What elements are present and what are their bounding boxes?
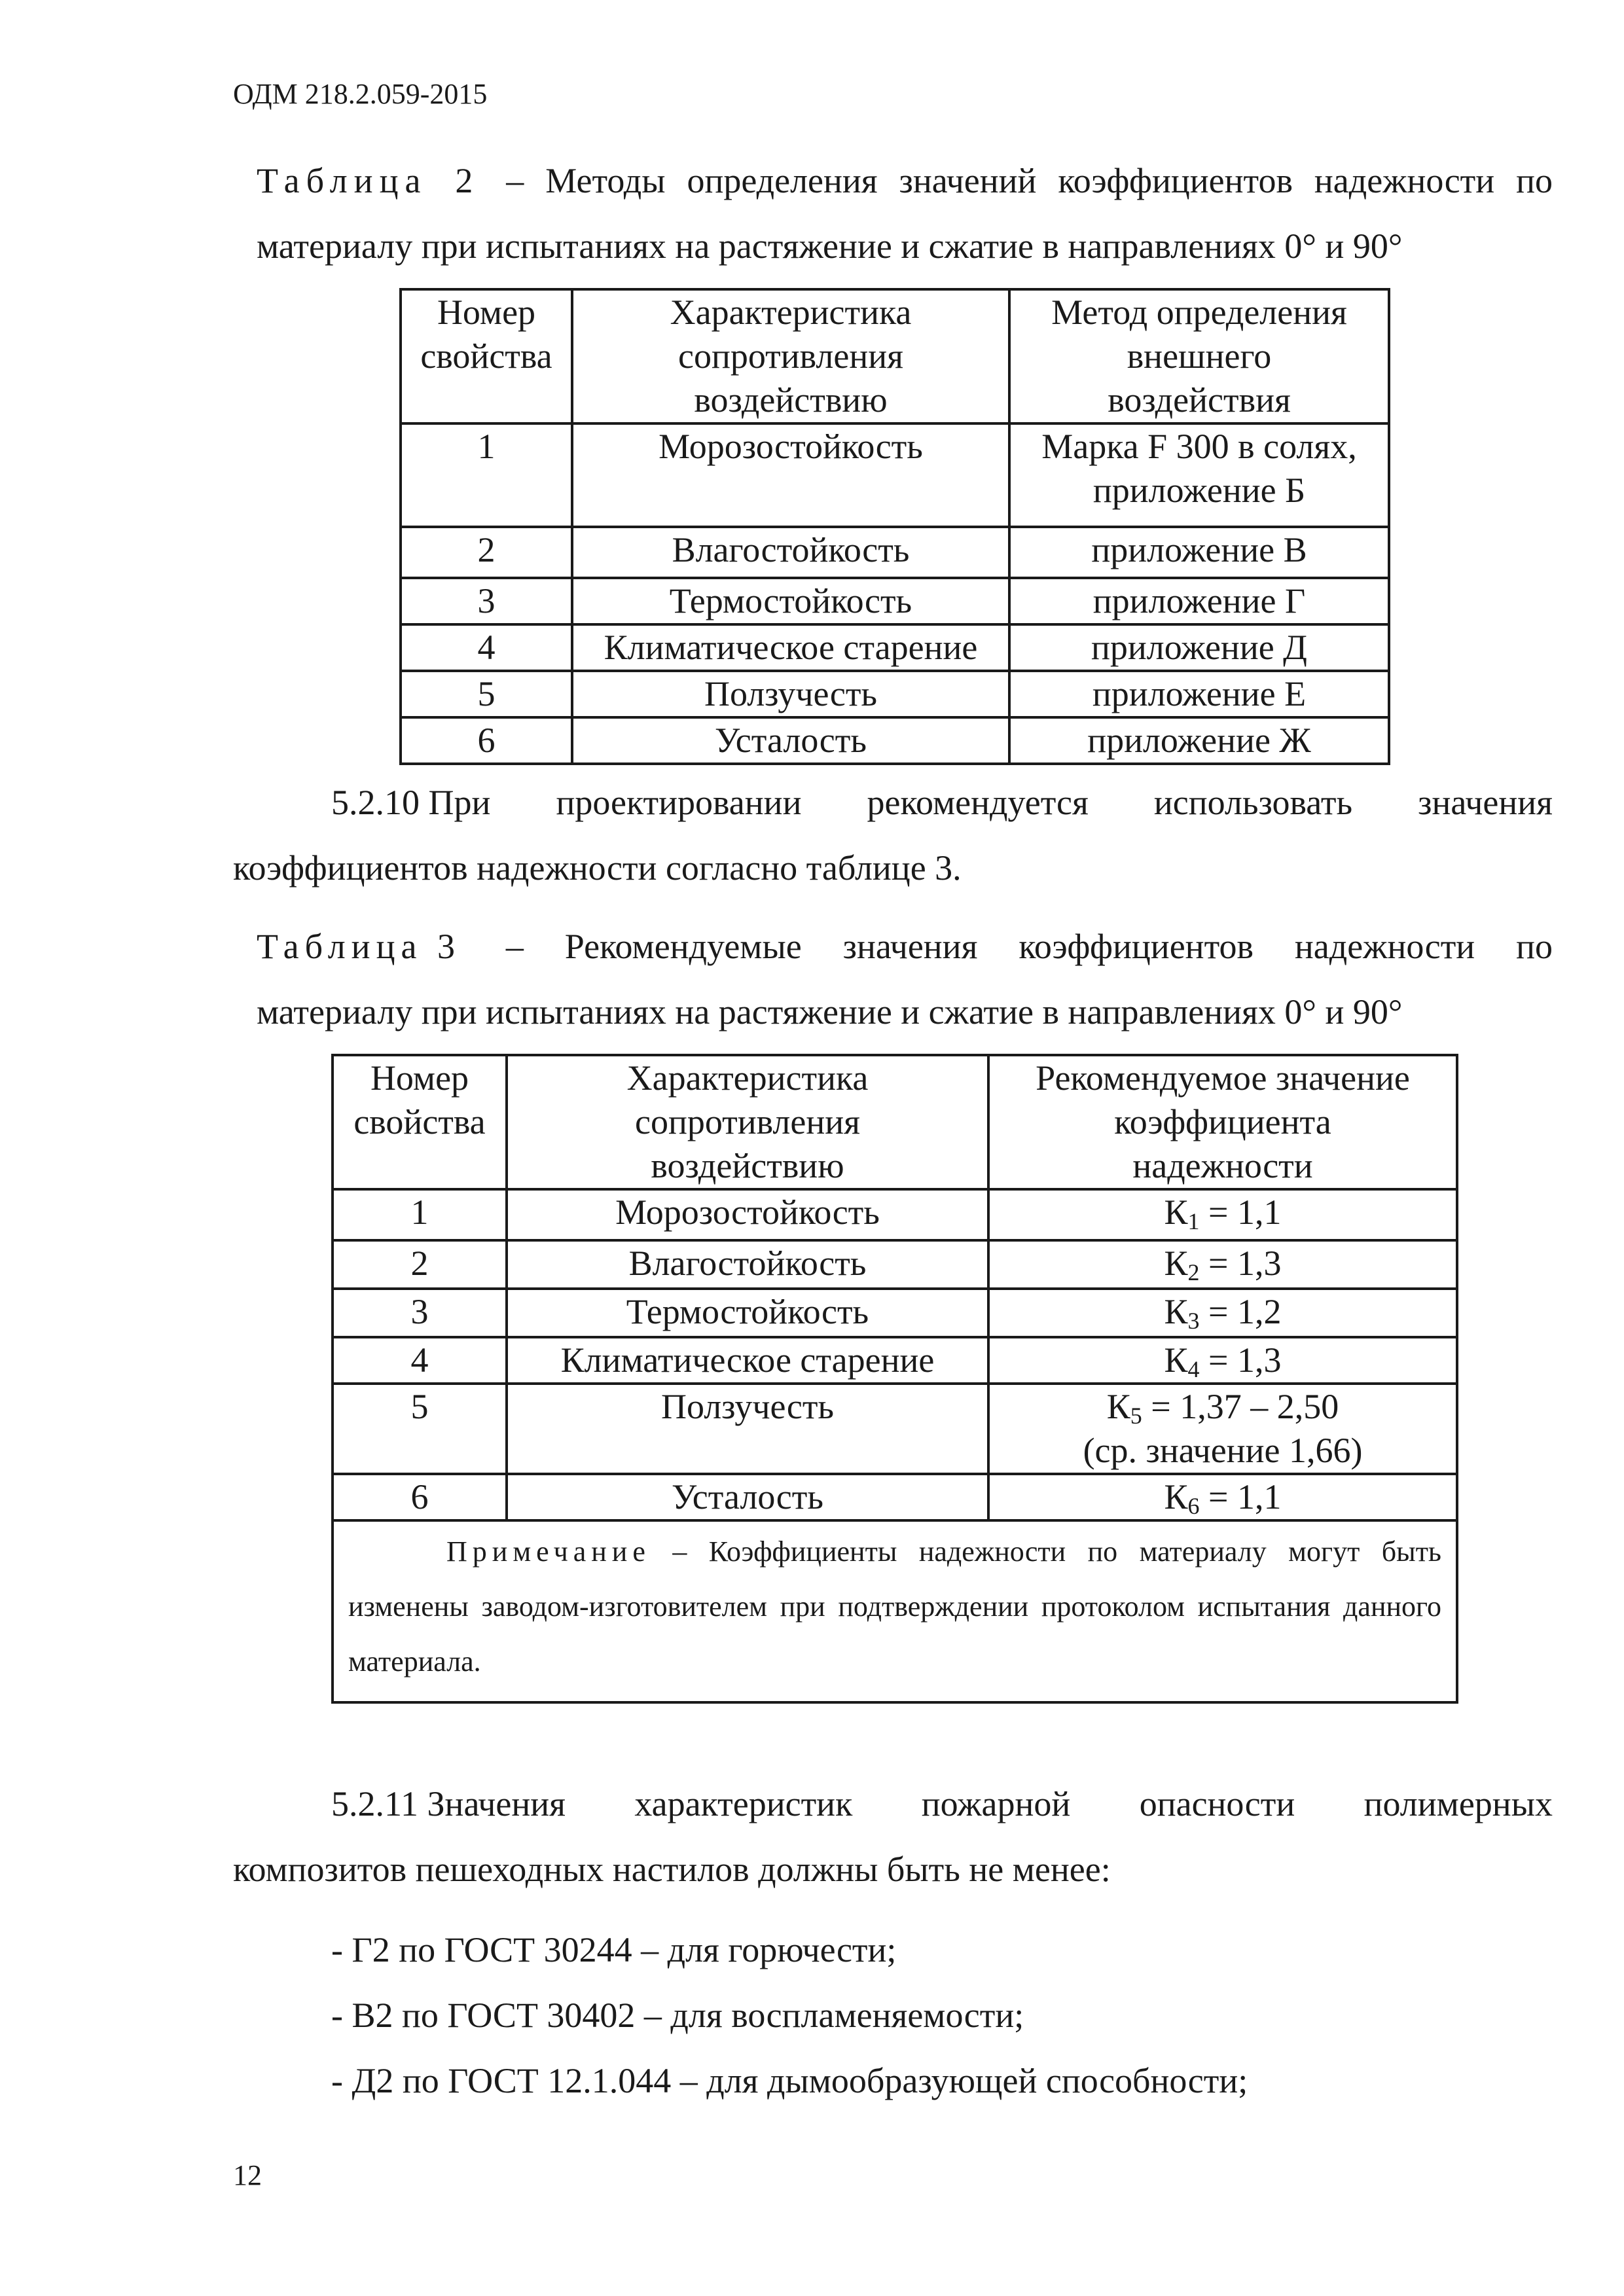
row-num: 5 xyxy=(401,671,572,717)
table3 xyxy=(331,1054,1458,1704)
note-text: – Коэффициенты надежности по материалу могут быть изменены заводом-изготовителем при подтверждении протоколом испытания данного материала. xyxy=(348,1535,1441,1677)
row-property: Влагостойкость xyxy=(572,527,1009,578)
row-method: приложение Ж xyxy=(1009,717,1389,764)
row-property: Ползучесть xyxy=(507,1384,988,1474)
row-property: Климатическое старение xyxy=(507,1337,988,1384)
table3-note xyxy=(333,1520,1457,1702)
row-num: 6 xyxy=(333,1474,507,1520)
row-property: Морозостойкость xyxy=(572,423,1009,527)
table3-header-property: Характеристика сопротивления воздействию xyxy=(507,1055,988,1189)
row-num: 4 xyxy=(401,624,572,671)
table3-header-num: Номер свойства xyxy=(333,1055,507,1189)
table-row xyxy=(333,1474,1457,1520)
paragraph-5-2-11 xyxy=(233,1771,1553,1902)
row-num: 5 xyxy=(333,1384,507,1474)
table2-header-property: Характеристика сопротивления воздействию xyxy=(572,289,1009,423)
row-coefficient: $К_4 = 1,3$ xyxy=(988,1337,1457,1384)
table3-caption xyxy=(257,914,1553,1045)
row-property: Усталость xyxy=(572,717,1009,764)
row-property: Усталость xyxy=(507,1474,988,1520)
table2-caption-word: Таблица 2 xyxy=(257,161,480,200)
table2 xyxy=(399,288,1390,765)
row-coefficient: $К_3 = 1,2$ xyxy=(988,1289,1457,1337)
row-property: Климатическое старение xyxy=(572,624,1009,671)
table2-caption-line1 xyxy=(257,148,1553,213)
row-property: Термостойкость xyxy=(572,578,1009,624)
table3-caption-line1: Таблица 3 – Рекомендуемые значения коэффициентов надежности по xyxy=(257,914,1553,979)
table2-caption-line2: материалу при испытаниях на растяжение и сжатие в направлениях 0° и 90° xyxy=(257,226,1403,266)
row-method: приложение В xyxy=(1009,527,1389,578)
table3-header-value: Рекомендуемое значение коэффициента надежности xyxy=(988,1055,1457,1189)
table-row xyxy=(333,1337,1457,1384)
table2-caption-rest: – Методы определения значений коэффициентов надежности по xyxy=(484,161,1553,200)
row-method: приложение Д xyxy=(1009,624,1389,671)
row-coefficient: $К_2 = 1,3$ xyxy=(988,1240,1457,1289)
document-code-header: ОДМ 218.2.059-2015 xyxy=(233,78,488,110)
table-row xyxy=(401,527,1389,578)
row-property: Влагостойкость xyxy=(507,1240,988,1289)
row-num: 1 xyxy=(333,1189,507,1240)
row-method: приложение Е xyxy=(1009,671,1389,717)
row-num: 3 xyxy=(333,1289,507,1337)
paragraph-5-2-11-line1: 5.2.11 Значения характеристик пожарной опасности полимерных xyxy=(331,1784,1553,1823)
table3-header-row xyxy=(333,1055,1457,1189)
table-row xyxy=(401,671,1389,717)
page-number: 12 xyxy=(233,2159,262,2191)
list-item: - Д2 по ГОСТ 12.1.044 – для дымообразующей способности; xyxy=(331,2061,1248,2100)
row-num: 4 xyxy=(333,1337,507,1384)
row-num: 2 xyxy=(333,1240,507,1289)
list-item: - Г2 по ГОСТ 30244 – для горючести; xyxy=(331,1930,897,1969)
table3-caption-word: Таблица 3 xyxy=(257,927,461,966)
table-row xyxy=(401,624,1389,671)
table3-note-row xyxy=(333,1520,1457,1702)
row-method: приложение Г xyxy=(1009,578,1389,624)
row-num: 6 xyxy=(401,717,572,764)
table2-header-row xyxy=(401,289,1389,423)
row-num: 1 xyxy=(401,423,572,527)
paragraph-5-2-11-line2: композитов пешеходных настилов должны быть не менее: xyxy=(233,1850,1111,1889)
table2-caption xyxy=(257,148,1553,279)
row-coefficient: $К_1 = 1,1$ xyxy=(988,1189,1457,1240)
table-row xyxy=(401,423,1389,527)
table2-header-method: Метод определения внешнего воздействия xyxy=(1009,289,1389,423)
table-row xyxy=(333,1384,1457,1474)
row-num: 3 xyxy=(401,578,572,624)
table3-caption-line2: материалу при испытаниях на растяжение и сжатие в направлениях 0° и 90° xyxy=(257,992,1403,1031)
row-property: Морозостойкость xyxy=(507,1189,988,1240)
table-row xyxy=(333,1289,1457,1337)
row-num: 2 xyxy=(401,527,572,578)
table-row xyxy=(401,578,1389,624)
row-coefficient: $К_6 = 1,1$ xyxy=(988,1474,1457,1520)
row-property: Ползучесть xyxy=(572,671,1009,717)
note-label: Примечание xyxy=(446,1535,651,1568)
table-row xyxy=(333,1240,1457,1289)
row-method: Марка F 300 в солях, приложение Б xyxy=(1009,423,1389,527)
table2-header-num: Номер свойства xyxy=(401,289,572,423)
table-row xyxy=(333,1189,1457,1240)
table-row xyxy=(401,717,1389,764)
row-coefficient: $К_5 = 1,37 - 2,50$ (ср. значение 1,66) xyxy=(988,1384,1457,1474)
paragraph-5-2-10-line2: коэффициентов надежности согласно таблице 3. xyxy=(233,848,962,888)
paragraph-5-2-10-line1: 5.2.10 При проектировании рекомендуется использовать значения xyxy=(331,783,1553,822)
row-property: Термостойкость xyxy=(507,1289,988,1337)
paragraph-5-2-10 xyxy=(233,770,1553,901)
list-item: - В2 по ГОСТ 30402 – для воспламеняемости; xyxy=(331,1996,1024,2035)
